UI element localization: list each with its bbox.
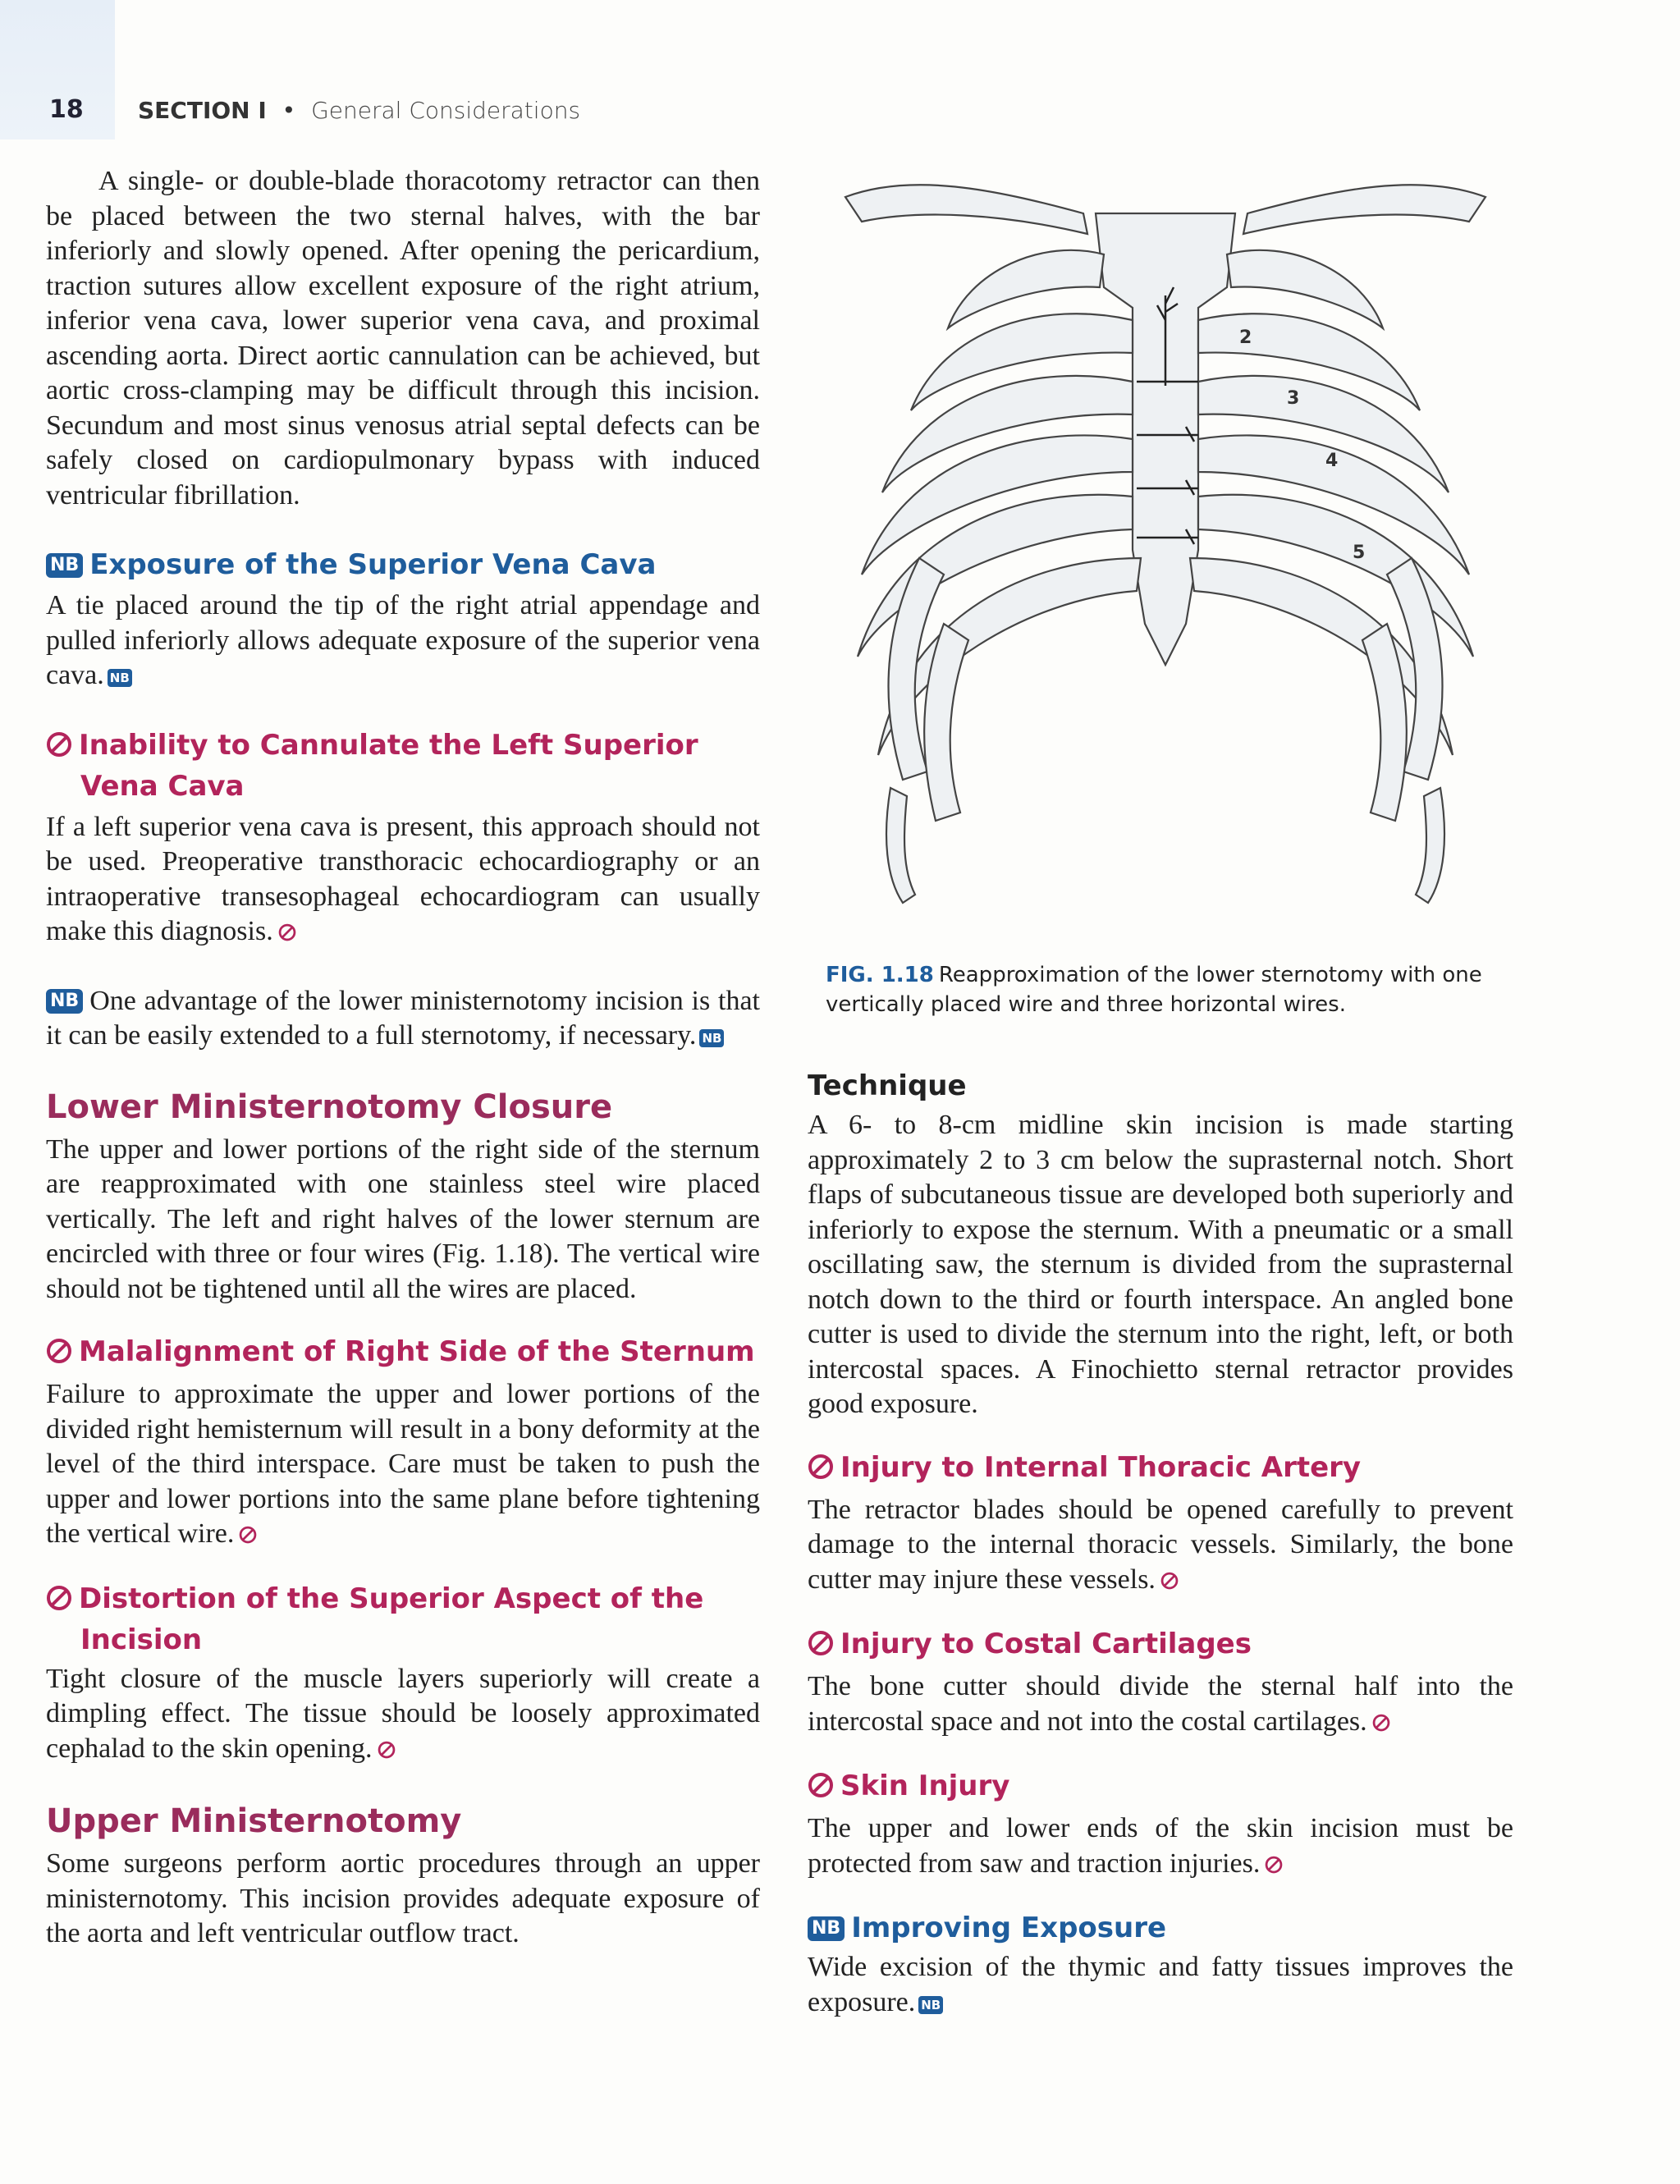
warn-heading-cannulate: [46, 726, 760, 805]
prohibition-end-icon: [378, 1733, 396, 1769]
prohibition-icon: [46, 730, 72, 767]
heading-technique: Technique: [808, 1069, 967, 1102]
figure-label: FIG. 1.18: [826, 963, 934, 987]
figure-caption: [826, 960, 1499, 1019]
right-column: [808, 1067, 1513, 2020]
text-lower-closure: The upper and lower portions of the right side of the sternum are reapproximated with one stainless steel wire placed vertically. The left and right halves of the lower sternum are encircled with three or four wires (Fig. 1.18). The vertical wire should not be tightened until all the wires are placed.: [46, 1133, 760, 1304]
ribcage-illustration: [813, 164, 1518, 927]
warn-text-malalignment: Failure to approximate the upper and lower portions of the divided right hemisternum will result in a bony deformity at the level of the third interspace. Care must be taken to push the upper and lower portions into the same plane before tightening the vertical wire.: [46, 1377, 760, 1554]
heading-text: Skin Injury: [840, 1770, 1010, 1802]
nb-icon: NB: [808, 1916, 845, 1941]
prohibition-icon: [808, 1452, 834, 1490]
nb-text-advantage: NB One advantage of the lower ministernotomy incision is that it can be easily extended to a full sternotomy, if necessary. NB: [46, 985, 760, 1051]
prohibition-end-icon: [1372, 1706, 1390, 1742]
nb-heading-exposure-svc: [46, 546, 760, 584]
nb-end-icon: NB: [699, 1029, 724, 1047]
nb-heading-improving: [808, 1909, 1513, 1947]
text-technique: A 6- to 8-cm midline skin incision is made starting approximately 2 to 3 cm below the suprasternal notch. Short flaps of subcutaneous tissue are developed both superiorly and inferiorly to expose the sternum. With a pneumatic or a small oscillating saw, the sternum is divided from the suprasternal notch down to the third or fourth interspace. An angled bone cutter is used to divide the sternum into the right, left, or both intercostal spaces. A Finochietto sternal retractor provides good exposure.: [808, 1110, 1513, 1419]
figure-caption-text: Reapproximation of the lower sternotomy with one vertically placed wire and three horizontal wires.: [826, 963, 1482, 1017]
rib-number-4: 4: [1325, 451, 1339, 471]
heading-upper-ministernotomy: Upper Ministernotomy: [46, 1802, 462, 1840]
prohibition-icon: [46, 1336, 72, 1374]
prohibition-end-icon: [1265, 1848, 1283, 1884]
section-label: SECTION I: [138, 97, 267, 124]
warn-text-distortion: Tight closure of the muscle layers superiorly will create a dimpling effect. The tissue should be loosely approximated cephalad to the skin opening.: [46, 1662, 760, 1769]
rib-number-2: 2: [1239, 327, 1252, 348]
left-column: [46, 164, 760, 1952]
warn-text-ita: The retractor blades should be opened carefully to prevent damage to the internal thoracic vessels. Similarly, the bone cutter may injure these vessels.: [808, 1493, 1513, 1600]
warn-heading-malalignment: [46, 1333, 760, 1374]
heading-text-cont: Incision: [80, 1623, 203, 1656]
nb-text-exposure-svc: A tie placed around the tip of the right atrial appendage and pulled inferiorly allows adequate exposure of the superior vena cava. NB: [46, 590, 760, 690]
heading-text: Injury to Internal Thoracic Artery: [840, 1450, 1362, 1484]
prohibition-end-icon: [1160, 1564, 1179, 1600]
heading-text: Malalignment of Right Side of the Sternum: [79, 1335, 755, 1368]
heading-text: Inability to Cannulate the Left Superior: [79, 728, 698, 762]
warn-text-costal: The bone cutter should divide the sternal half into the intercostal space and not into the costal cartilages.: [808, 1669, 1513, 1741]
nb-text-improving: Wide excision of the thymic and fatty tissues improves the exposure. NB: [808, 1952, 1513, 2017]
warn-heading-skin: [808, 1767, 1513, 1808]
prohibition-icon: [808, 1770, 834, 1808]
warn-text-cannulate: If a left superior vena cava is present, this approach should not be used. Preoperative transthoracic echocardiography or an intraoperative transesophageal echocardiogram can usually make this diagnosis.: [46, 810, 760, 951]
warn-text-skin: The upper and lower ends of the skin incision must be protected from saw and traction injuries.: [808, 1811, 1513, 1883]
warn-heading-distortion: [46, 1580, 760, 1659]
warn-heading-costal: [808, 1625, 1513, 1666]
heading-text: Injury to Costal Cartilages: [840, 1628, 1252, 1660]
ribcage-figure: [813, 164, 1518, 927]
nb-icon: NB: [46, 553, 83, 578]
rib-number-5: 5: [1353, 543, 1366, 563]
bullet: •: [282, 97, 296, 124]
prohibition-icon: [808, 1628, 834, 1666]
text-upper-ministernotomy: Some surgeons perform aortic procedures through an upper ministernotomy. This incision provides adequate exposure of the aorta and left ventricular outflow tract.: [46, 1848, 760, 1948]
warn-heading-ita: [808, 1449, 1513, 1490]
page-number: 18: [49, 95, 84, 124]
heading-lower-closure: Lower Ministernotomy Closure: [46, 1087, 613, 1126]
running-head: [138, 97, 580, 124]
heading-text-cont: Vena Cava: [80, 769, 245, 803]
heading-text: Exposure of the Superior Vena Cava: [89, 548, 657, 581]
heading-text: Improving Exposure: [851, 1912, 1167, 1944]
rib-number-3: 3: [1287, 388, 1300, 409]
prohibition-icon: [46, 1583, 72, 1621]
section-title: General Considerations: [311, 97, 581, 124]
intro-paragraph: A single- or double-blade thoracotomy retractor can then be placed between the two sternal halves, with the bar inferiorly and slowly opened. After opening the pericardium, traction sutures allow excellent exposure of the right atrium, inferior vena cava, lower superior vena cava, and proximal ascending aorta. Direct aortic cannulation can be achieved, but aortic cross-clamping may be difficult through this incision. Secundum and most sinus venosus atrial septal defects can be safely closed on cardiopulmonary bypass with induced ventricular fibrillation.: [46, 166, 760, 511]
nb-icon: NB: [46, 989, 83, 1014]
nb-end-icon: NB: [108, 669, 132, 687]
prohibition-end-icon: [239, 1518, 257, 1554]
prohibition-end-icon: [278, 916, 296, 951]
heading-text: Distortion of the Superior Aspect of the: [79, 1582, 704, 1615]
nb-end-icon: NB: [918, 1996, 943, 2014]
